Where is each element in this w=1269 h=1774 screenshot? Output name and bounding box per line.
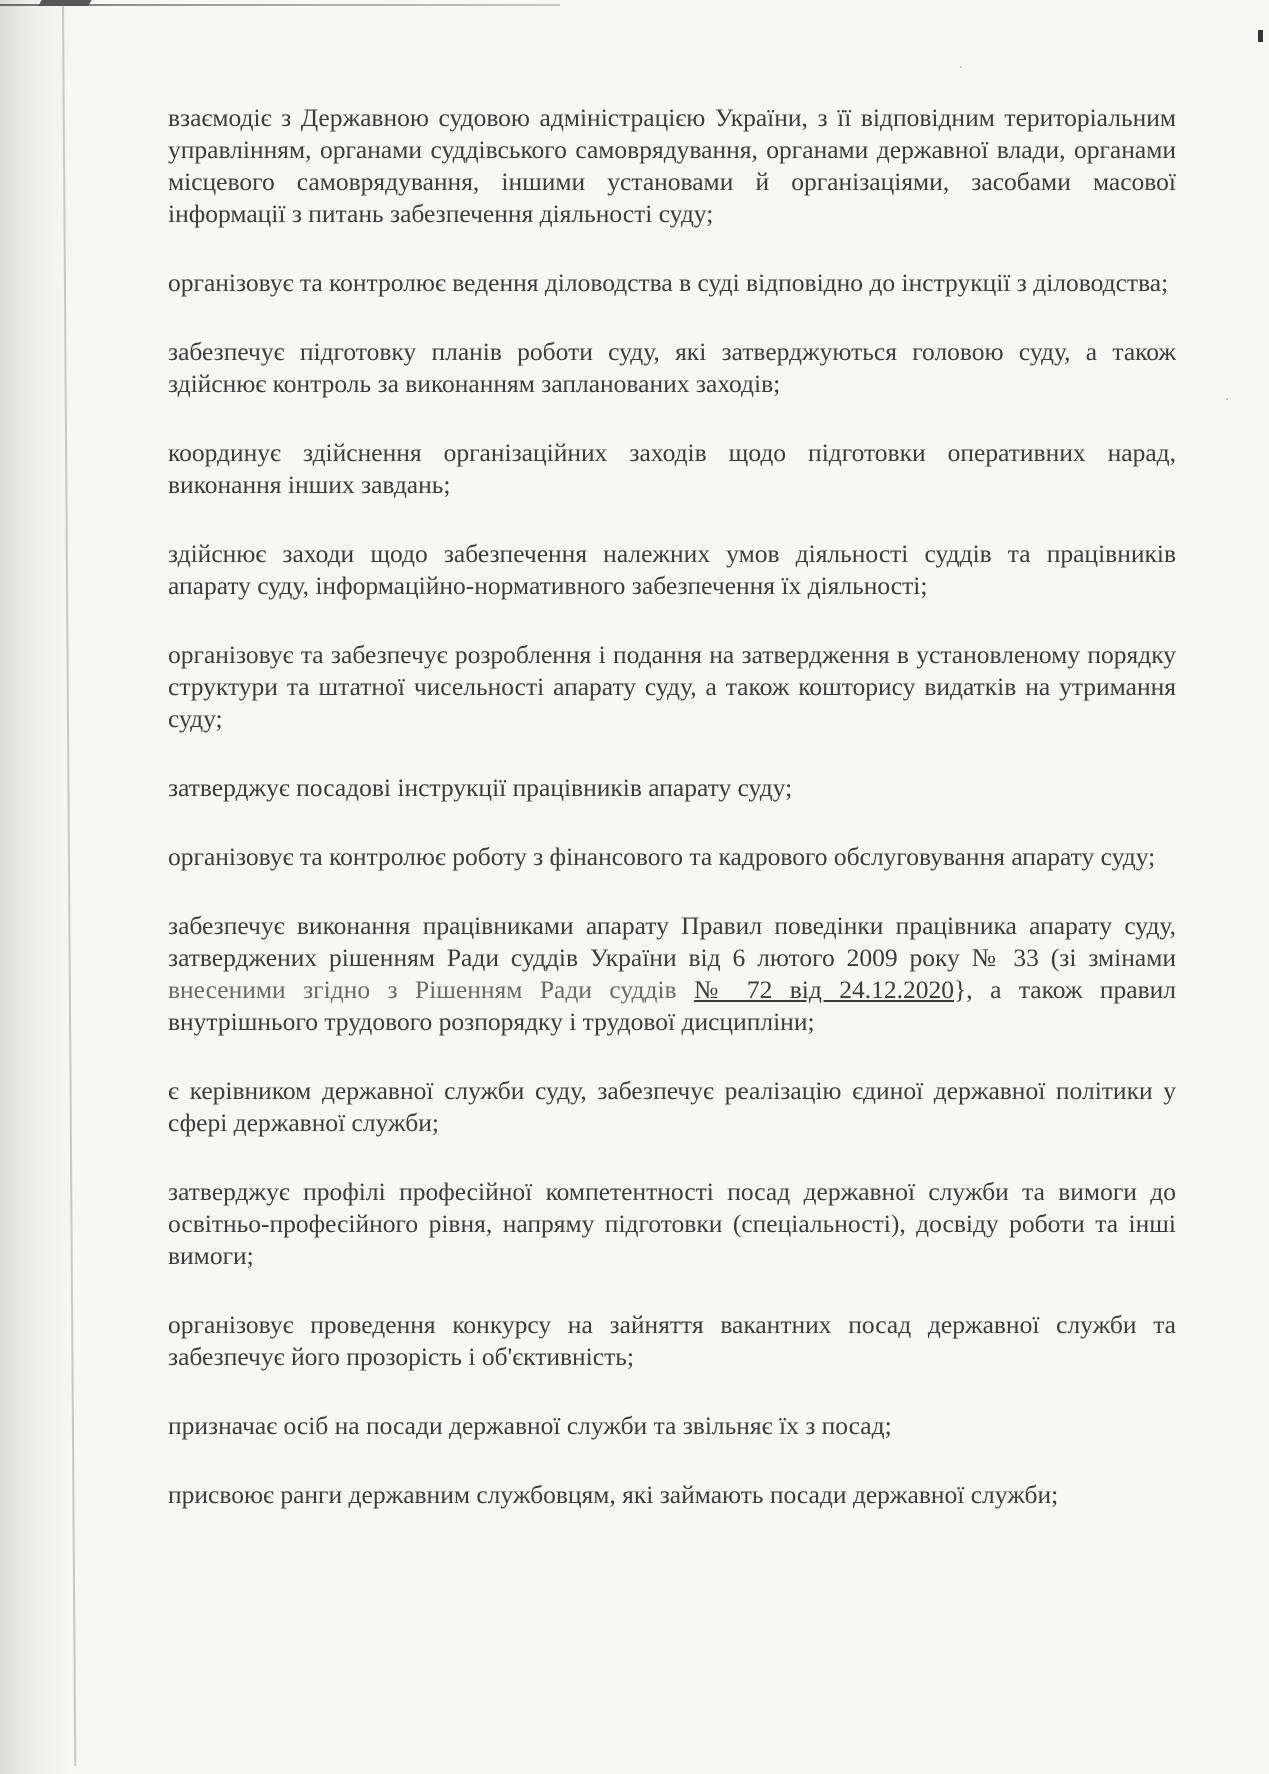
document-body [168, 102, 1176, 1548]
rules-text-part4: }, а також правил внутрішнього трудового розпорядку і трудової дисципліни; [168, 975, 1176, 1036]
paragraph: присвоює ранги державним службовцям, які займають посади державної служби; [168, 1480, 1059, 1509]
paragraph-rules [168, 910, 1176, 1038]
rules-text-part2: внесеними згідно з Рішенням Ради суддів [168, 975, 677, 1004]
paragraph: здійснює заходи щодо забезпечення належних умов діяльності суддів та працівників апарату суду, інформаційно-нормативного забезпечення їх діяльності; [168, 539, 1176, 600]
paragraph: координує здійснення організаційних заходів щодо підготовки оперативних нарад, виконання інших завдань; [168, 438, 1176, 499]
paragraph: взаємодіє з Державною судовою адміністрацією України, з її відповідним територіальним управлінням, органами суддівського самоврядування, органами державної влади, органами місцевого самоврядування, іншими установами й організаціями, засобами масової інформації з питань забезпечення діяльності суду; [168, 103, 1176, 228]
paragraph: затверджує профілі професійної компетентності посад державної служби та вимоги до освітньо-професійного рівня, напряму підготовки (спеціальності), досвіду роботи та інші вимоги; [168, 1177, 1176, 1270]
paragraph: організовує та контролює ведення діловодства в суді відповідно до інструкції з діловодства; [168, 268, 1169, 297]
paragraph: організовує та забезпечує розроблення і подання на затвердження в установленому порядку структури та штатної чисельності апарату суду, а також кошторису видатків на утримання суду; [168, 640, 1176, 733]
paragraph: організовує проведення конкурсу на зайняття вакантних посад державної служби та забезпечує його прозорість і об'єктивність; [168, 1310, 1176, 1371]
scan-corner-mark [38, 0, 91, 6]
paragraph: затверджує посадові інструкції працівників апарату суду; [168, 773, 793, 802]
scan-speck [960, 66, 962, 68]
rules-text-part1: забезпечує виконання працівниками апарату Правил поведінки працівника апарату суду, затверджених рішенням Ради суддів України від 6 лютого 2009 року № 33 (зі змінами [168, 911, 1176, 972]
decision-link[interactable]: № 72 від 24.12.2020 [694, 975, 955, 1004]
paragraph: забезпечує підготовку планів роботи суду, які затверджуються головою суду, а також здійснює контроль за виконанням запланованих заходів; [168, 337, 1176, 398]
scan-edge-mark [1258, 30, 1263, 42]
paragraph: є керівником державної служби суду, забезпечує реалізацію єдиної державної політики у сфері державної служби; [168, 1076, 1176, 1137]
paragraph: призначає осіб на посади державної служби та звільняє їх з посад; [168, 1411, 892, 1440]
scan-speck [1226, 398, 1228, 400]
paragraph: організовує та контролює роботу з фінансового та кадрового обслуговування апарату суду; [168, 842, 1156, 871]
rules-text-part3 [677, 975, 694, 1004]
